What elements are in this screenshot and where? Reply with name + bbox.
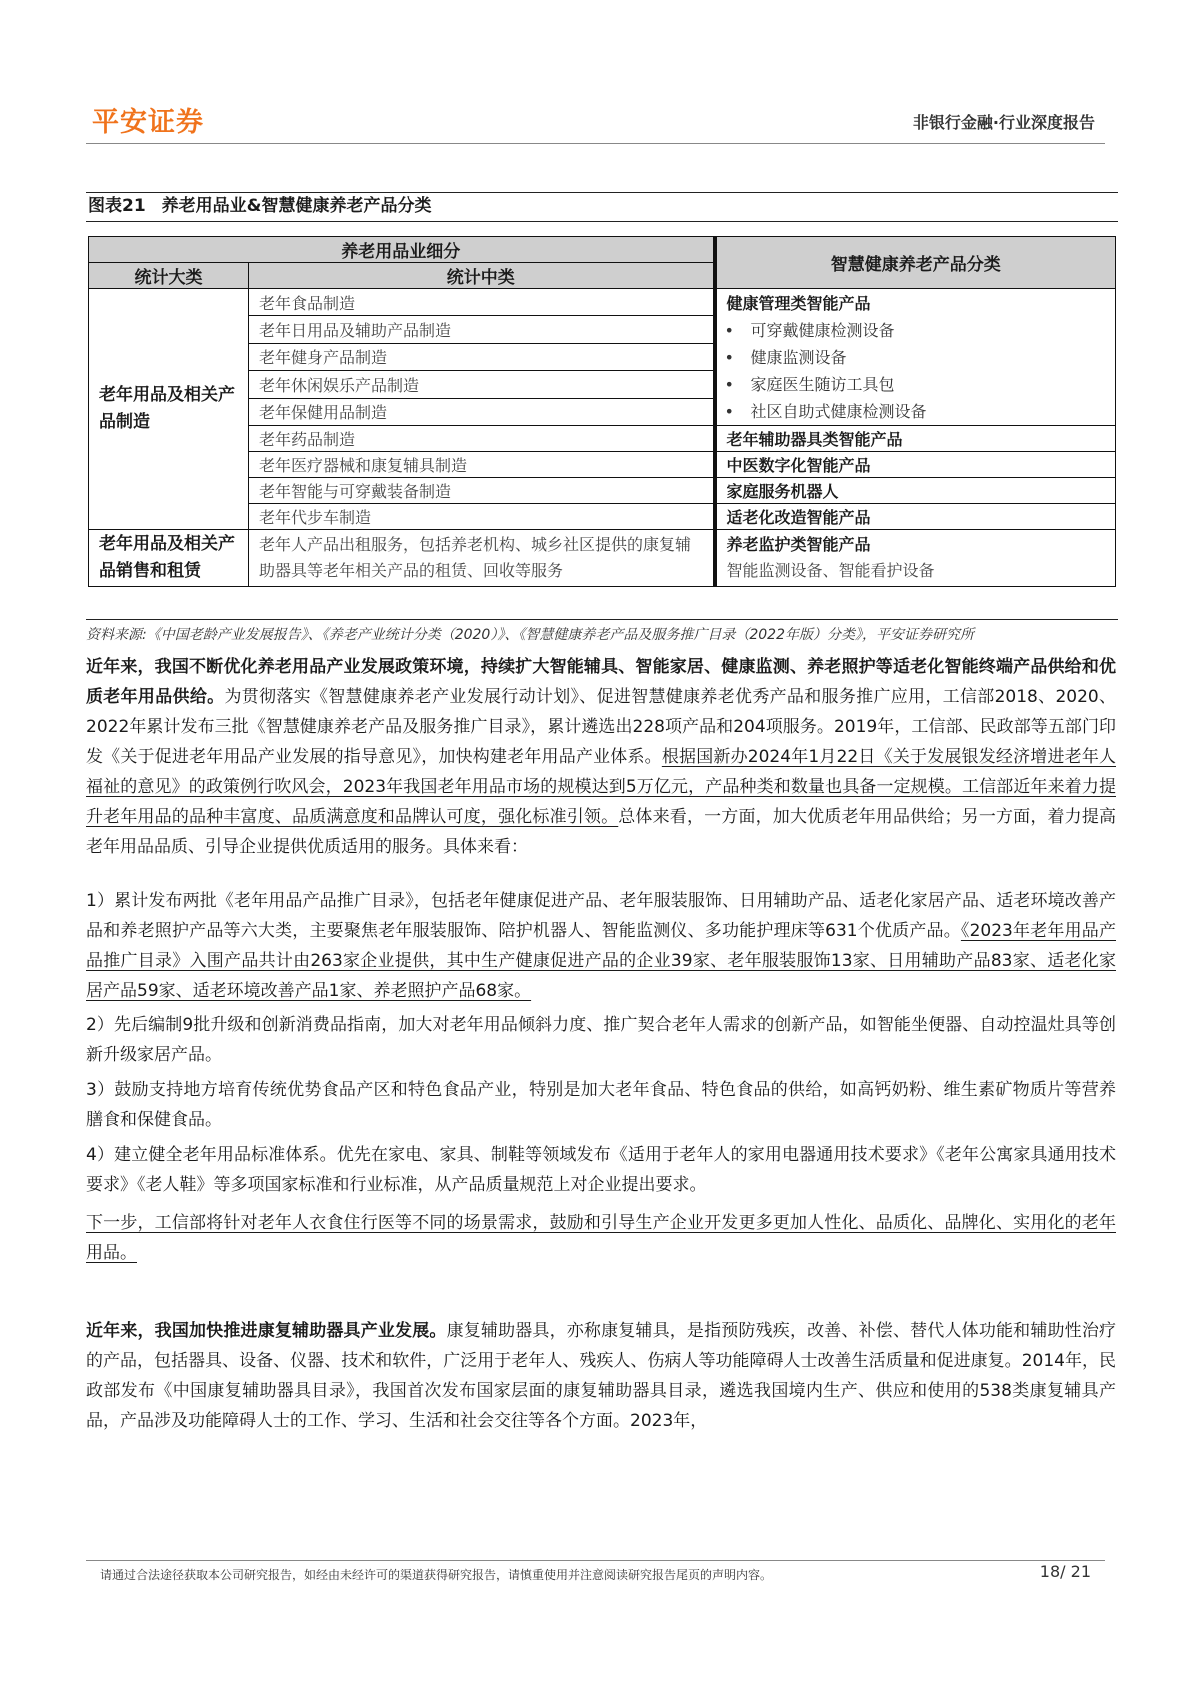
monitoring-cell <box>715 530 1116 587</box>
list-item: • 社区自助式健康检测设备 <box>727 398 1106 425</box>
paragraph-4: 3）鼓励支持地方培育传统优势食品产区和特色食品产业，特别是加大老年食品、特色食品的供给，如高钙奶粉、维生素矿物质片等营养膳食和保健食品。 <box>86 1080 1116 1130</box>
paragraph-5: 4）建立健全老年用品标准体系。优先在家电、家具、制鞋等领域发布《适用于老年人的家用电器通用技术要求》《老年公寓家具通用技术要求》《老人鞋》等多项国家标准和行业标准，从产品质量规范上对企业提出要求。 <box>86 1145 1116 1195</box>
middle-category: 老年食品制造 <box>249 289 715 316</box>
footer-disclaimer: 请通过合法途径获取本公司研究报告，如经由未经许可的渠道获得研究报告，请慎重使用并注意阅读研究报告尾页的声明内容。 <box>100 1568 773 1582</box>
header-divider <box>86 143 1105 144</box>
figure-caption: 养老用品业&智慧健康养老产品分类 <box>161 196 432 216</box>
right-category-title: 适老化改造智能产品 <box>715 504 1116 530</box>
right-category-title: 老年辅助器具类智能产品 <box>715 426 1116 452</box>
right-category-desc: 智能监测设备、智能看护设备 <box>726 561 935 580</box>
paragraph-2: 1）累计发布两批《老年用品产品推广目录》，包括老年健康促进产品、老年服装服饰、日用辅助产品、适老化家居产品、适老环境改善产品和养老照护产品等六大类，主要聚焦老年服装服饰、陪护机器人、智能监测仪、多功能护理床等631个优质产品。《2023年老年用品产品推广目录》入围产品共计由263家企业提供，其中生产健康促进产品的企业39家、老年服装服饰13家、日用辅助产品83家、适老化家居产品59家、适老环境改善产品1家、养老照护产品68家。 <box>86 891 1116 1001</box>
right-category-title: 家庭服务机器人 <box>715 478 1116 504</box>
right-category-title: 中医数字化智能产品 <box>715 452 1116 478</box>
middle-category: 老年日用品及辅助产品制造 <box>249 316 715 343</box>
paragraph-7: 近年来，我国加快推进康复辅助器具产业发展。康复辅助器具，亦称康复辅具，是指预防残疾，改善、补偿、替代人体功能和辅助性治疗的产品，包括器具、设备、仪器、技术和软件，广泛用于老年人、残疾人、伤病人等功能障碍人士改善生活质量和促进康复。2014年，民政部发布《中国康复辅助器具目录》，我国首次发布国家层面的康复辅助器具目录，遴选我国境内生产、供应和使用的538类康复辅具产品，产品涉及功能障碍人士的工作、学习、生活和社会交往等各个方面。2023年， <box>86 1321 1117 1431</box>
figure-title <box>86 192 1118 222</box>
right-category-title: 健康管理类智能产品 <box>726 294 871 313</box>
middle-category: 老年保健用品制造 <box>249 398 715 425</box>
health-management-cell <box>715 289 1116 426</box>
middle-category: 老年药品制造 <box>249 426 715 452</box>
underlined-text: 《2023年老年用品产品推广目录》入围产品共计由263家企业提供，其中生产健康促进产品的企业39家、老年服装服饰13家、日用辅助产品83家、适老化家居产品59家、适老环境改善产品1家、养老照护产品68家。 <box>86 921 1116 1001</box>
middle-category-rental: 老年人产品出租服务，包括养老机构、城乡社区提供的康复辅助器具等老年相关产品的租赁、回收等服务 <box>249 530 715 587</box>
major-column-header: 统计大类 <box>89 263 249 289</box>
list-item: • 健康监测设备 <box>727 344 1106 371</box>
middle-category: 老年健身产品制造 <box>249 343 715 370</box>
paragraph-3: 2）先后编制9批升级和创新消费品指南，加大对老年用品倾斜力度、推广契合老年人需求的创新产品，如智能坐便器、自动控温灶具等创新升级家居产品。 <box>86 1015 1116 1065</box>
classification-table <box>88 236 1116 587</box>
middle-category: 老年智能与可穿戴装备制造 <box>249 478 715 504</box>
company-logo: 平安证券 <box>92 107 204 138</box>
report-category: 非银行金融·行业深度报告 <box>912 113 1095 132</box>
right-column-header: 智慧健康养老产品分类 <box>715 237 1116 289</box>
figure-number: 图表21 <box>88 196 146 216</box>
major-category-2: 老年用品及相关产品销售和租赁 <box>89 530 249 587</box>
page-number: 18/ 21 <box>1039 1562 1091 1581</box>
underlined-text: 根据国新办2024年1月22日《关于发展银发经济增进老年人福祉的意见》的政策例行吹风会，2023年我国老年用品市场的规模达到5万亿元，产品种类和数量也具备一定规模。工信部近年来着力提升老年用品的品种丰富度、品质满意度和品牌认可度，强化标准引领。 <box>86 747 1116 827</box>
middle-category: 老年医疗器械和康复辅具制造 <box>249 452 715 478</box>
major-category-1: 老年用品及相关产品制造 <box>89 289 249 530</box>
paragraph-lead: 近年来，我国不断优化养老用品产业发展政策环境，持续扩大智能辅具、智能家居、健康监测、养老照护等适老化智能终端产品供给和优质老年用品供给。 <box>86 657 1116 707</box>
list-item: • 可穿戴健康检测设备 <box>727 317 1106 344</box>
middle-column-header: 统计中类 <box>249 263 715 289</box>
paragraph-1: 近年来，我国不断优化养老用品产业发展政策环境，持续扩大智能辅具、智能家居、健康监测、养老照护等适老化智能终端产品供给和优质老年用品供给。为贯彻落实《智慧健康养老产业发展行动计划》、促进智慧健康养老优秀产品和服务推广应用，工信部2018、2020、2022年累计发布三批《智慧健康养老产品及服务推广目录》，累计遴选出228项产品和204项服务。2019年，工信部、民政部等五部门印发《关于促进老年用品产业发展的指导意见》，加快构建老年用品产业体系。根据国新办2024年1月22日《关于发展银发经济增进老年人福祉的意见》的政策例行吹风会，2023年我国老年用品市场的规模达到5万亿元，产品种类和数量也具备一定规模。工信部近年来着力提升老年用品的品种丰富度、品质满意度和品牌认可度，强化标准引领。总体来看，一方面，加大优质老年用品供给；另一方面，着力提高老年用品品质、引导企业提供优质适用的服务。具体来看： <box>86 657 1117 857</box>
right-category-title: 养老监护类智能产品 <box>726 535 871 554</box>
middle-category: 老年代步车制造 <box>249 504 715 530</box>
footer-divider <box>86 1560 1105 1561</box>
middle-category: 老年休闲娱乐产品制造 <box>249 371 715 398</box>
bullet-list <box>727 317 1106 425</box>
paragraph-lead: 近年来，我国加快推进康复辅助器具产业发展。 <box>86 1321 447 1341</box>
group-header: 养老用品业细分 <box>89 237 715 263</box>
paragraph-6: 下一步，工信部将针对老年人衣食住行医等不同的场景需求，鼓励和引导生产企业开发更多更加人性化、品质化、品牌化、实用化的老年用品。 <box>86 1213 1116 1263</box>
figure-source: 资料来源:《中国老龄产业发展报告》、《养老产业统计分类（2020）》、《智慧健康养老产品及服务推广目录（2022年版）分类》，平安证券研究所 <box>86 619 1118 644</box>
list-item: • 家庭医生随访工具包 <box>727 371 1106 398</box>
